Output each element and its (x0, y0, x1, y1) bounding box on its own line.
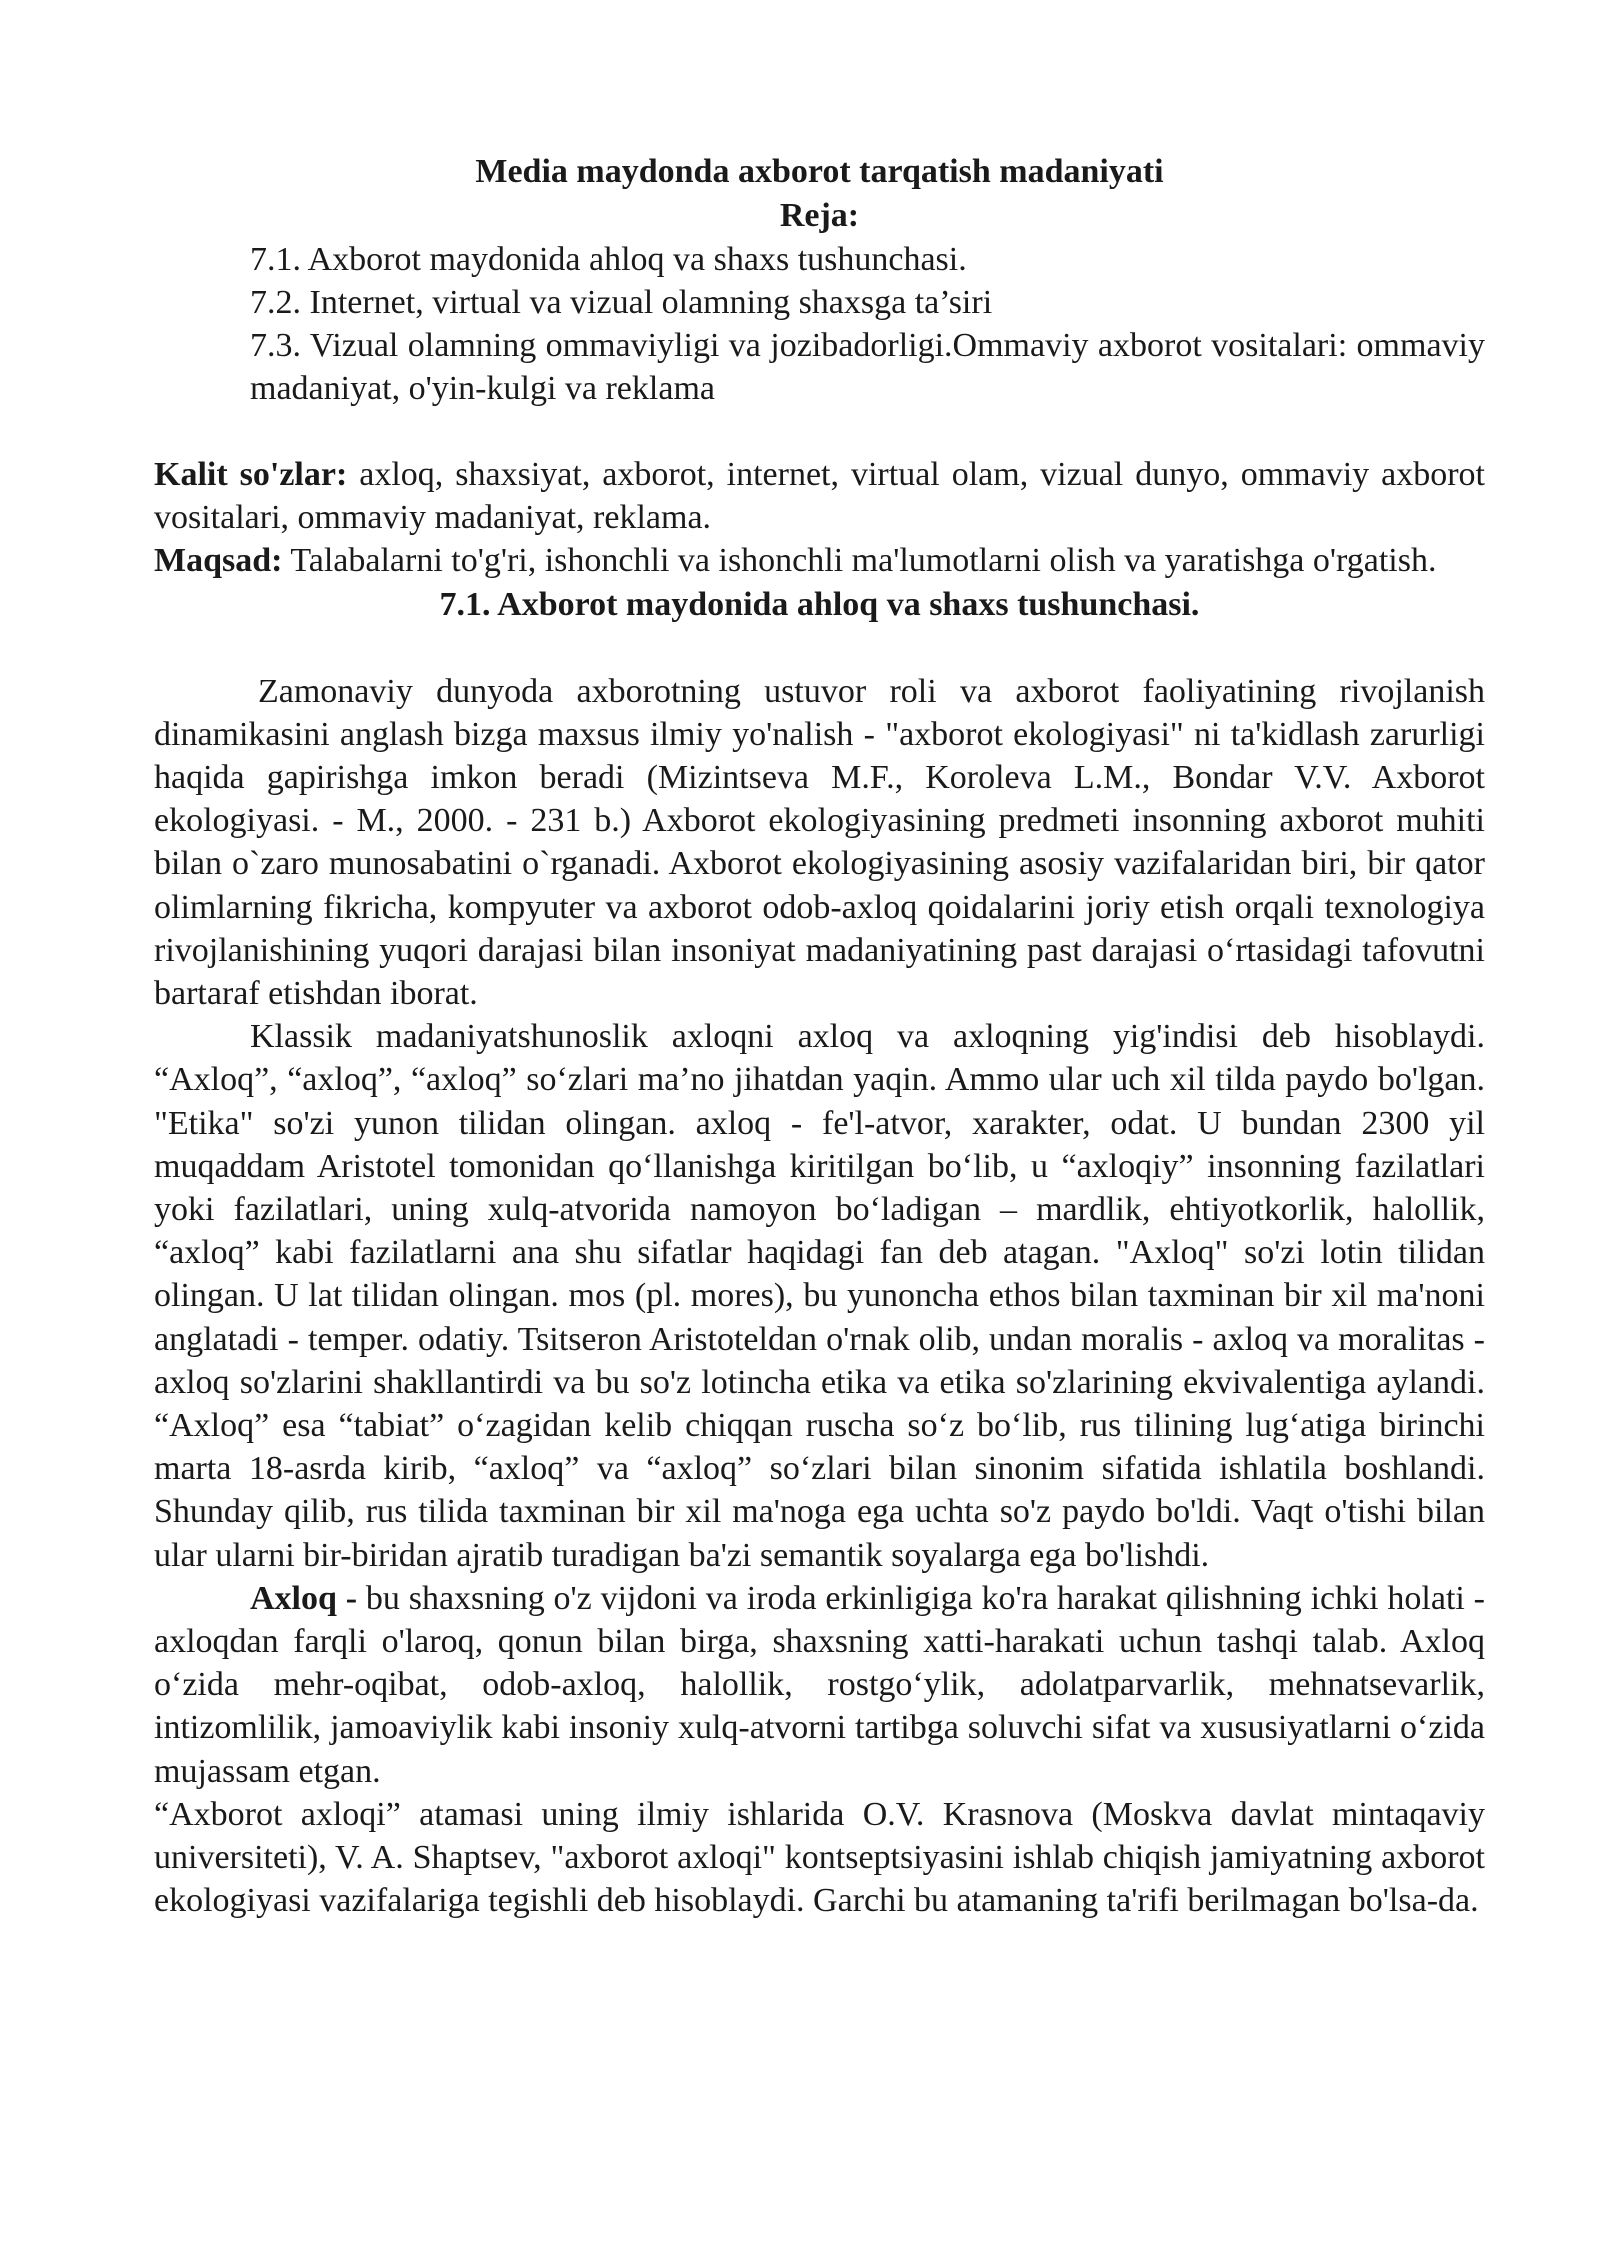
body-paragraph-2: Klassik madaniyatshunoslik axloqni axloq va axloqning yig'indisi deb hisoblaydi. “Axloq”, “axloq”, “axloq” so‘zlari ma’no jihatdan yaqin. Ammo ular uch xil tilda paydo bo'lgan. "Etika" so'zi yunon tilidan olingan. axloq - fe'l-atvor, xarakter, odat. U bundan 2300 yil muqaddam Aristotel tomonidan qo‘llanishga kiritilgan bo‘lib, u “axloqiy” insonning fazilatlari yoki fazilatlari, uning xulq-atvorida namoyon bo‘ladigan – mardlik, ehtiyotkorlik, halollik, “axloq” kabi fazilatlarni ana shu sifatlar haqidagi fan deb atagan. "Axloq" so'zi lotin tilidan olingan. U lat tilidan olingan. mos (pl. mores), bu yunoncha ethos bilan taxminan bir xil ma'noni anglatadi - temper. odatiy. Tsitseron Aristoteldan o'rnak olib, undan moralis - axloq va moralitas - axloq so'zlarini shakllantirdi va bu so'z lotincha etika va etika so'zlarining ekvivalentiga aylandi. “Axloq” esa “tabiat” o‘zagidan kelib chiqqan ruscha so‘z bo‘lib, rus tilining lug‘atiga birinchi marta 18-asrda kirib, “axloq” va “axloq” so‘zlari bilan sinonim sifatida ishlatila boshlandi. Shunday qilib, rus tilida taxminan bir xil ma'noga ega uchta so'z paydo bo'ldi. Vaqt o'tishi bilan ular ularni bir-biridan ajratib turadigan ba'zi semantik soyalarga ega bo'lishdi. (154, 1018, 1485, 1574)
plan-list (154, 238, 1485, 410)
blank-line (154, 627, 1485, 670)
document-title: Media maydonda axborot tarqatish madaniyati (475, 153, 1164, 190)
body-paragraph-1: Zamonaviy dunyoda axborotning ustuvor roli va axborot faoliyatining rivojlanish dinamikasini anglash bizga maxsus ilmiy yo'nalish - "axborot ekologiyasi" ni ta'kidlash zarurligi haqida gapirishga imkon beradi (Mizintseva M.F., Koroleva L.M., Bondar V.V. Axborot ekologiyasi. - M., 2000. - 231 b.) Axborot ekologiyasining predmeti insonning axborot muhiti bilan o`zaro munosabatini o`rganadi. Axborot ekologiyasining asosiy vazifalaridan biri, bir qator olimlarning fikricha, kompyuter va axborot odob-axloq qoidalarini joriy etish orqali texnologiya rivojlanishining yuqori darajasi bilan insoniyat madaniyatining past darajasi o‘rtasidagi tafovutni bartaraf etishdan iborat. (154, 672, 1485, 1013)
keywords-paragraph (154, 453, 1485, 539)
body-paragraph-3 (154, 1577, 1485, 1793)
plan-heading: Reja: (779, 197, 860, 234)
plan-item-3: 7.3. Vizual olamning ommaviyligi va jozibadorligi.Ommaviy axborot vositalari: ommaviy madaniyat, o'yin-kulgi va reklama (250, 327, 1485, 407)
body-paragraph-4: “Axborot axloqi” atamasi uning ilmiy ishlarida O.V. Krasnova (Moskva davlat mintaqaviy universiteti), V. A. Shaptsev, "axborot axloqi" kontseptsiyasini ishlab chiqish jamiyatning axborot ekologiyasi vazifalariga tegishli deb hisoblaydi. Garchi bu atamaning ta'rifi berilmagan bo'lsa-da. (154, 1795, 1485, 1920)
goal-text: Talabalarni to'g'ri, ishonchli va ishonchli ma'lumotlarni olish va yaratishga o'rgatish. (282, 542, 1437, 580)
plan-item-2: 7.2. Internet, virtual va vizual olamning shaxsga ta’siri (250, 284, 993, 321)
keywords-text: axloq, shaxsiyat, axborot, internet, virtual olam, vizual dunyo, ommaviy axborot vositalari, ommaviy madaniyat, reklama. (154, 456, 1485, 537)
axloq-definition-text: bu shaxsning o'z vijdoni va iroda erkinligiga ko'ra harakat qilishning ichki holati - axloqdan farqli o'laroq, qonun bilan birga, shaxsning xatti-harakati uchun tashqi talab. Axloq o‘zida mehr-oqibat, odob-axloq, halollik, rostgo‘ylik, adolatparvarlik, mehnatsevarlik, intizomlilik, jamoaviylik kabi insoniy xulq-atvorni tartibga soluvchi sifat va xususiyatlarni o‘zida mujassam etgan. (154, 1579, 1485, 1790)
section-heading: 7.1. Axborot maydonida ahloq va shaxs tushunchasi. (439, 585, 1200, 623)
goal-paragraph (154, 539, 1485, 582)
blank-line (154, 410, 1485, 453)
goal-label: Maqsad: (154, 542, 283, 580)
axloq-term-label: Axloq - (250, 1579, 358, 1617)
keywords-label: Kalit so'zlar: (154, 456, 348, 493)
plan-item-1: 7.1. Axborot maydonida ahloq va shaxs tushunchasi. (250, 241, 967, 278)
document-page (154, 150, 1485, 1923)
